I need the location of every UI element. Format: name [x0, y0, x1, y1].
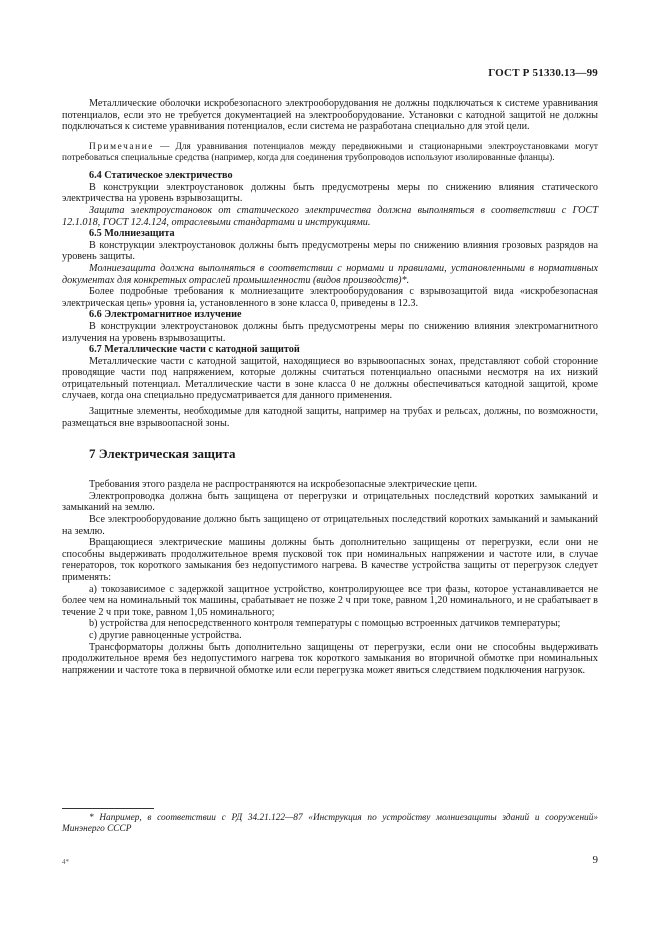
- section-6-4-heading: 6.4 Статическое электричество: [89, 170, 233, 182]
- section-7-paragraph-5: Трансформаторы должны быть дополнительно защищены от перегрузки, если они не способны выдерживать продолжительное время без недопустимого нагрева ток короткого замыкания во вторичной обмотке при номинальных напряжении и частоте тока в первичной обмотке или если перегрузка может явиться следствием подключения нагрузок.: [62, 641, 598, 676]
- section-6-7-paragraph-1: Металлические части с катодной защитой, находящиеся во взрывоопасных зонах, представляют собой сторонние проводящие части под напряжением, которые должны считаться потенциально опасными несмотря на их низкий отрицательный потенциал. Металлические части в зоне класса 0 не должны обеспечиваться катодной защитой, кроме случаев, когда она специально предусматривается для данного применения.: [62, 355, 598, 402]
- paragraph-metal-enclosures: Металлические оболочки искробезопасного электрооборудования не должны подключаться к системе уравнивания потенциалов, если это не требуется документацией на электрооборудование. Установки с катодной защитой не должны подключаться к системе уравнивания потенциалов, если система не разработана специально для этой цели.: [62, 98, 598, 133]
- section-6-6-heading: 6.6 Электромагнитное излучение: [89, 309, 242, 321]
- section-6-4-paragraph-1: В конструкции электроустановок должны быть предусмотрены меры по снижению влияния статического электричества на уровень взрывозащиты.: [62, 181, 598, 205]
- section-6-5-paragraph-1: В конструкции электроустановок должны быть предусмотрены меры по снижению влияния грозовых разрядов на уровень защиты.: [62, 239, 598, 263]
- section-6-4-paragraph-2: Защита электроустановок от статического электричества должна выполняться в соответствии с ГОСТ 12.1.018, ГОСТ 12.4.124, отраслевыми стандартами и инструкциями.: [62, 204, 598, 228]
- section-7-paragraph-4: Вращающиеся электрические машины должны быть дополнительно защищены от перегрузки, если они не способны выдерживать продолжительное время пусковой ток при номинальных напряжении и частоте или, в случае генераторов, ток короткого замыкания без недопустимого нагрева. В качестве устройства защиты от перегрузок следует применять:: [62, 537, 598, 583]
- section-6-6-paragraph-1: В конструкции электроустановок должны быть предусмотрены меры по снижению влияния электромагнитного излучения на уровень взрывозащиты.: [62, 320, 598, 344]
- document-body: [62, 98, 598, 676]
- footnote: * Например, в соответствии с РД 34.21.122—87 «Инструкция по устройству молниезащиты зданий и сооружений» Минэнерго СССР: [62, 813, 598, 835]
- note-text: — Для уравнивания потенциалов между передвижными и стационарными электроустановками могут потребоваться специальные средства (например, когда для соединения трубопроводов используют изолированные фланцы).: [62, 141, 598, 163]
- section-6-5-paragraph-2: Молниезащита должна выполняться в соответствии с нормами и правилами, установленными в нормативных документах для конкретных отраслей промышленности (видов производств)*.: [62, 262, 598, 286]
- note-label: Примечание: [89, 141, 154, 152]
- section-6-7-paragraph-2: Защитные элементы, необходимые для катодной защиты, например на трубах и рельсах, должны, по возможности, размещаться вне взрывоопасной зоны.: [62, 406, 598, 429]
- section-7-paragraph-3: Все электрооборудование должно быть защищено от отрицательных последствий коротких замыканий и замыканий на землю.: [62, 514, 598, 537]
- page-number: 9: [592, 854, 598, 866]
- section-6-5-heading: 6.5 Молниезащита: [89, 228, 175, 240]
- section-7-heading: 7 Электрическая защита: [89, 446, 236, 462]
- section-7-list-item-a: а) токозависимое с задержкой защитное устройство, контролирующее все три фазы, которое устанавливается не более чем на номинальный ток машины, срабатывает не позже 2 ч при токе, равном 1,20 номинального, и не срабатывает в течение 2 ч при токе, равном 1,05 номинального;: [62, 583, 598, 618]
- section-6-7-heading: 6.7 Металлические части с катодной защитой: [89, 344, 300, 356]
- note: [62, 142, 598, 164]
- section-7-paragraph-2: Электропроводка должна быть защищена от перегрузки и отрицательных последствий коротких замыканий и замыканий на землю.: [62, 490, 598, 514]
- document-header: ГОСТ Р 51330.13—99: [488, 67, 598, 79]
- section-7-list-item-b: b) устройства для непосредственного контроля температуры с помощью встроенных датчиков температуры;: [89, 618, 561, 630]
- footnote-divider: [62, 808, 154, 809]
- section-7-paragraph-1: Требования этого раздела не распространяются на искробезопасные электрические цепи.: [89, 479, 478, 491]
- section-7-list-item-c: с) другие равноценные устройства.: [89, 629, 242, 641]
- signature-mark: 4*: [62, 858, 69, 866]
- section-6-5-paragraph-3: Более подробные требования к молниезащите электрооборудования с взрывозащитой вида «искробезопасная электрическая цепь» уровня ia, установленного в зоне класса 0, приведены в 12.3.: [62, 286, 598, 309]
